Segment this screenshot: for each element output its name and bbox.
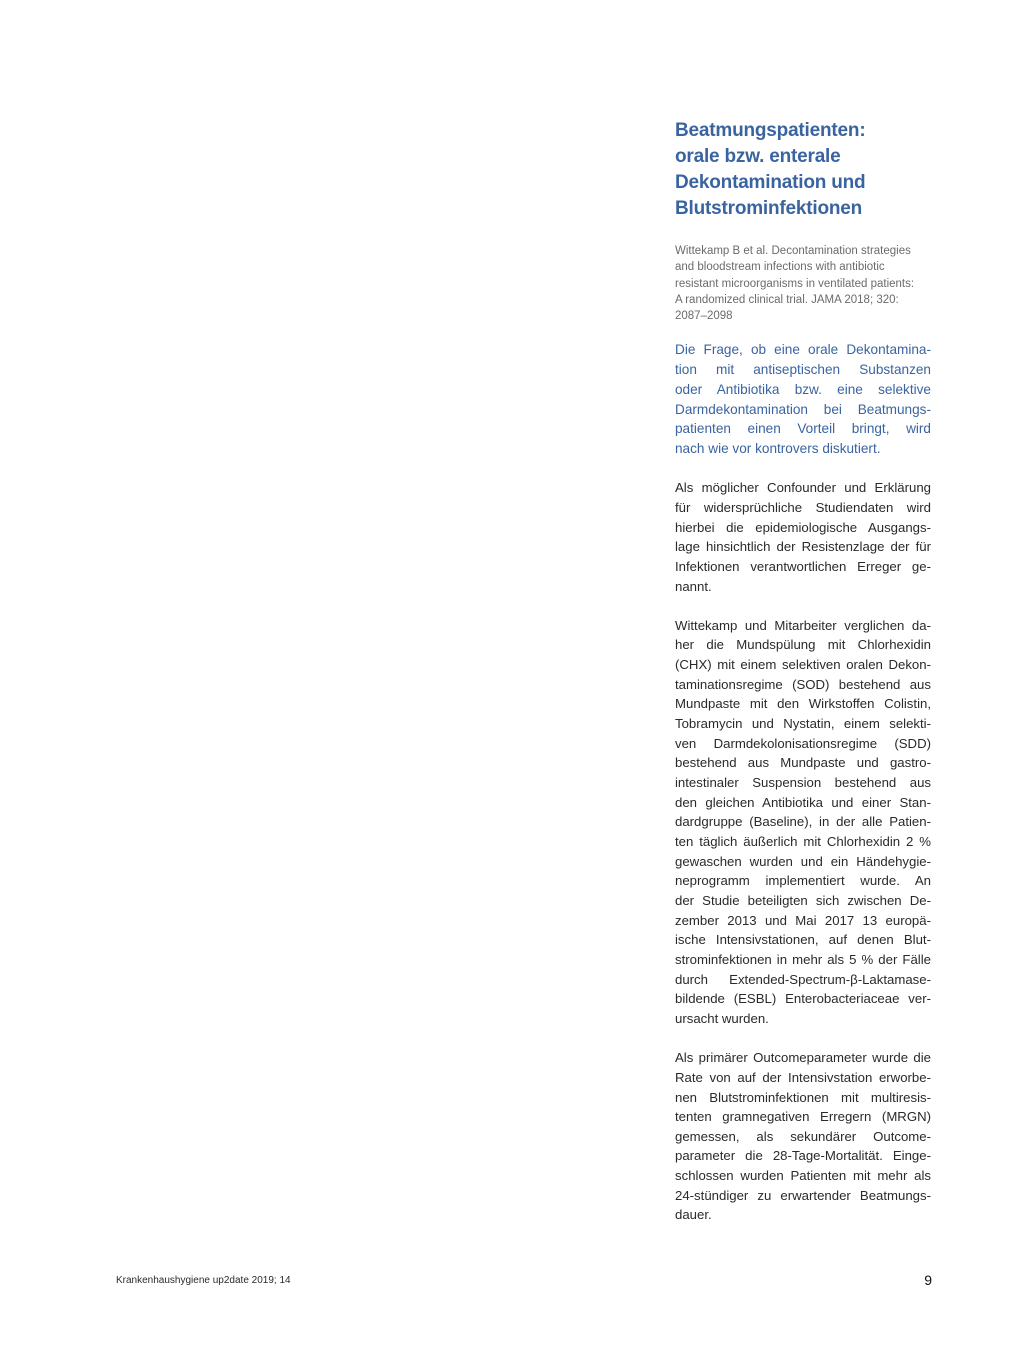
lead-line: Die Frage, ob eine orale Dekontamina- (675, 342, 931, 358)
title-line: Beatmungspatienten: (675, 120, 866, 141)
lead-paragraph (675, 340, 931, 458)
body-line: der Studie beteiligten sich zwischen De- (675, 893, 931, 909)
body-line: parameter die 28-Tage-Mortalität. Einge- (675, 1148, 931, 1164)
body-line: Wittekamp und Mitarbeiter verglichen da- (675, 617, 931, 633)
body-line: den gleichen Antibiotika und einer Stan- (675, 794, 931, 810)
body-paragraph-3 (675, 1048, 931, 1225)
body-line: ische Intensivstationen, auf denen Blut- (675, 932, 931, 948)
body-line: nen Blutstrominfektionen mit multiresis- (675, 1089, 931, 1105)
lead-line: tion mit antiseptischen Substanzen (675, 362, 931, 378)
body-line: nannt. (675, 578, 712, 594)
body-line: dardgruppe (Baseline), in der alle Patien- (675, 814, 931, 830)
article-column (675, 118, 931, 1225)
body-line: Rate von auf der Intensivstation erworbe- (675, 1069, 931, 1085)
body-line: 24-stündiger zu erwartender Beatmungs- (675, 1187, 931, 1203)
citation-line: A randomized clinical trial. JAMA 2018; 320: (675, 293, 899, 306)
body-line: taminationsregime (SOD) bestehend aus (675, 676, 931, 692)
lead-line: Darmdekontamination bei Beatmungs- (675, 401, 931, 417)
body-line: strominfektionen in mehr als 5 % der Fälle (675, 951, 931, 967)
title-line: Blutstrominfektionen (675, 198, 863, 219)
body-paragraph-2 (675, 616, 931, 1029)
body-line: Als möglicher Confounder und Erklärung (675, 480, 931, 496)
body-line: gemessen, als sekundärer Outcome- (675, 1128, 931, 1144)
citation-line: 2087–2098 (675, 310, 733, 323)
citation-line: and bloodstream infections with antibiotic (675, 261, 885, 274)
body-line: Tobramycin und Nystatin, einem selekti- (675, 716, 931, 732)
body-line: bildende (ESBL) Enterobacteriaceae ver- (675, 991, 931, 1007)
lead-line: patienten einen Vorteil bringt, wird (675, 421, 931, 437)
body-line: bestehend aus Mundpaste und gastro- (675, 755, 931, 771)
body-line: durch Extended-Spectrum-β-Laktamase- (675, 971, 931, 987)
title-line: orale bzw. enterale (675, 146, 841, 167)
body-line: Infektionen verantwortlichen Erreger ge- (675, 558, 931, 574)
body-line: Mundpaste mit den Wirkstoffen Colistin, (675, 696, 931, 712)
journal-footer: Krankenhaushygiene up2date 2019; 14 (116, 1275, 291, 1286)
body-line: tenten gramnegativen Erregern (MRGN) (675, 1109, 931, 1125)
body-line: (CHX) mit einem selektiven oralen Dekon- (675, 657, 931, 673)
body-line: schlossen wurden Patienten mit mehr als (675, 1168, 931, 1184)
body-line: ten täglich äußerlich mit Chlorhexidin 2 % (675, 834, 931, 850)
citation-line: resistant microorganisms in ventilated patients: (675, 277, 915, 290)
citation (675, 243, 931, 324)
lead-line: oder Antibiotika bzw. eine selektive (675, 381, 931, 397)
body-paragraph-1 (675, 478, 931, 596)
body-line: für widersprüchliche Studiendaten wird (675, 499, 931, 515)
body-line: ven Darmdekolonisationsregime (SDD) (675, 735, 931, 751)
body-line: zember 2013 und Mai 2017 13 europä- (675, 912, 931, 928)
body-line: lage hinsichtlich der Resistenzlage der für (675, 539, 931, 555)
body-line: neprogramm implementiert wurde. An (675, 873, 931, 889)
lead-line: nach wie vor kontrovers diskutiert. (675, 441, 881, 456)
body-line: gewaschen wurden und ein Händehygie- (675, 853, 931, 869)
body-line: Als primärer Outcomeparameter wurde die (675, 1050, 931, 1066)
citation-line: Wittekamp B et al. Decontamination strategies (675, 245, 911, 257)
body-line: hierbei die epidemiologische Ausgangs- (675, 519, 931, 535)
body-line: dauer. (675, 1207, 712, 1223)
body-line: intestinaler Suspension bestehend aus (675, 775, 931, 791)
article-title (675, 118, 931, 222)
page-number: 9 (924, 1272, 932, 1288)
body-line: ursacht wurden. (675, 1010, 769, 1026)
body-line: her die Mundspülung mit Chlorhexidin (675, 637, 931, 653)
title-line: Dekontamination und (675, 172, 866, 193)
